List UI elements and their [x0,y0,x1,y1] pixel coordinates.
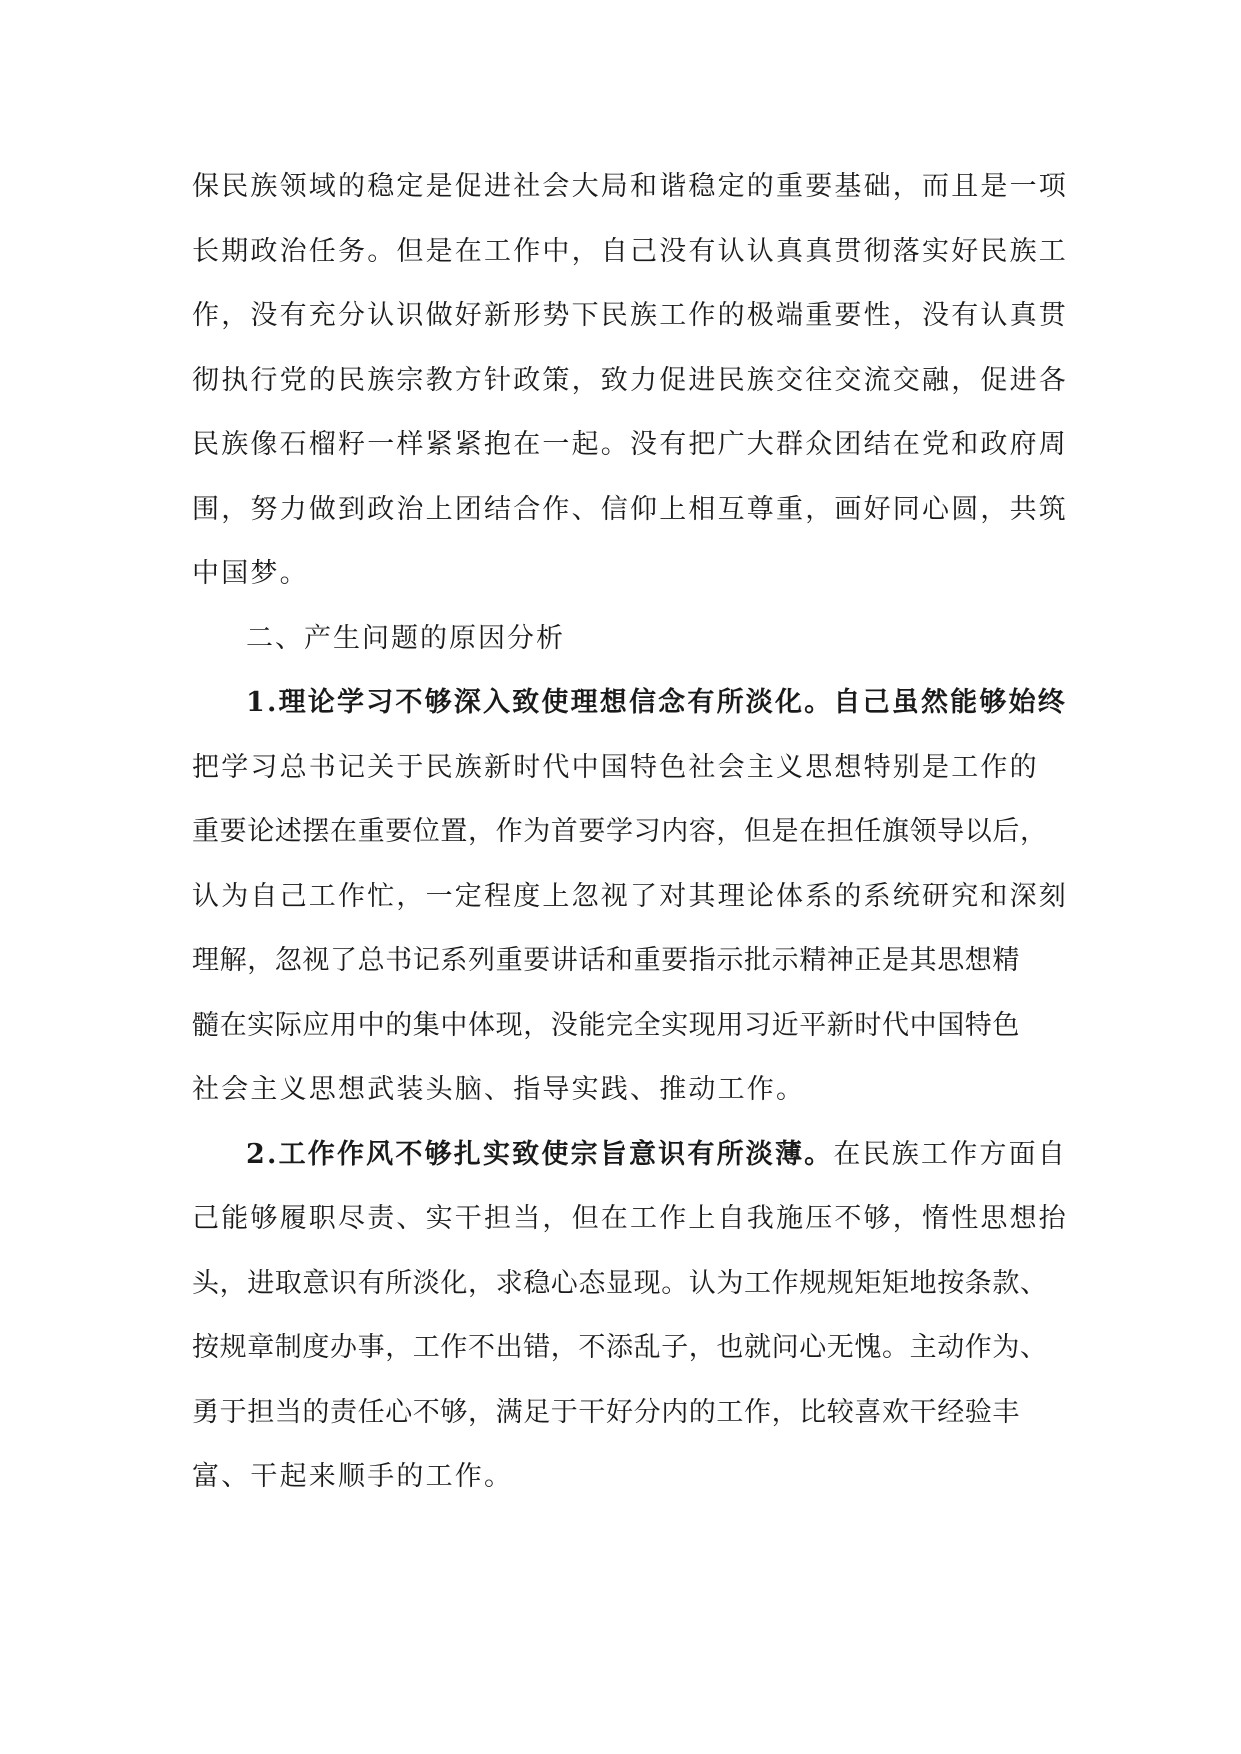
item-2-lead-line [192,1123,1067,1188]
paragraph-line: 民族像石榴籽一样紧紧抱在一起。没有把广大群众团结在党和政府周 [192,429,1068,460]
paragraph-line: 理解，忽视了总书记系列重要讲话和重要指示批示精神正是其思想精 [192,945,1020,976]
document-body [192,155,1068,1510]
item-1-lead: 1.理论学习不够深入致使理想信念有所淡化。自己虽然能够始终 [246,687,1067,718]
paragraph-line: 保民族领域的稳定是促进社会大局和谐稳定的重要基础，而且是一项 [192,171,1068,202]
paragraph-line: 长期政治任务。但是在工作中，自己没有认认真真贯彻落实好民族工 [192,235,1068,267]
paragraph-line: 围，努力做到政治上团结合作、信仰上相互尊重，画好同心圆，共筑 [192,493,1068,525]
paragraph-line: 社会主义思想武装头脑、指导实践、推动工作。 [192,1074,806,1105]
paragraph-line: 认为自己工作忙，一定程度上忽视了对其理论体系的系统研究和深刻 [192,880,1068,912]
paragraph-line: 头，进取意识有所淡化，求稳心态显现。认为工作规规矩矩地按条款、 [192,1267,1048,1299]
paragraph-line: 按规章制度办事，工作不出错，不添乱子，也就问心无愧。主动作为、 [192,1332,1048,1363]
paragraph-line: 把学习总书记关于民族新时代中国特色社会主义思想特别是工作的 [192,751,1039,783]
section-heading: 二、产生问题的原因分析 [246,622,565,654]
paragraph-line: 富、干起来顺手的工作。 [192,1461,514,1492]
paragraph-line: 己能够履职尽责、实干担当，但在工作上自我施压不够，惰性思想抬 [192,1203,1068,1234]
paragraph-line: 中国梦。 [192,558,309,589]
paragraph-line: 作，没有充分认识做好新形势下民族工作的极端重要性，没有认真贯 [192,300,1068,331]
paragraph-line: 髓在实际应用中的集中体现，没能完全实现用习近平新时代中国特色 [192,1009,1020,1041]
paragraph-line: 彻执行党的民族宗教方针政策，致力促进民族交往交流交融，促进各 [192,364,1068,396]
paragraph-line: 重要论述摆在重要位置，作为首要学习内容，但是在担任旗领导以后， [192,816,1048,847]
paragraph-line: 勇于担当的责任心不够，满足于干好分内的工作，比较喜欢干经验丰 [192,1396,1020,1428]
item-2-lead: 2.工作作风不够扎实致使宗旨意识有所淡薄。 [246,1138,834,1170]
item-2-lead-rest: 在民族工作方面自 [833,1138,1067,1170]
